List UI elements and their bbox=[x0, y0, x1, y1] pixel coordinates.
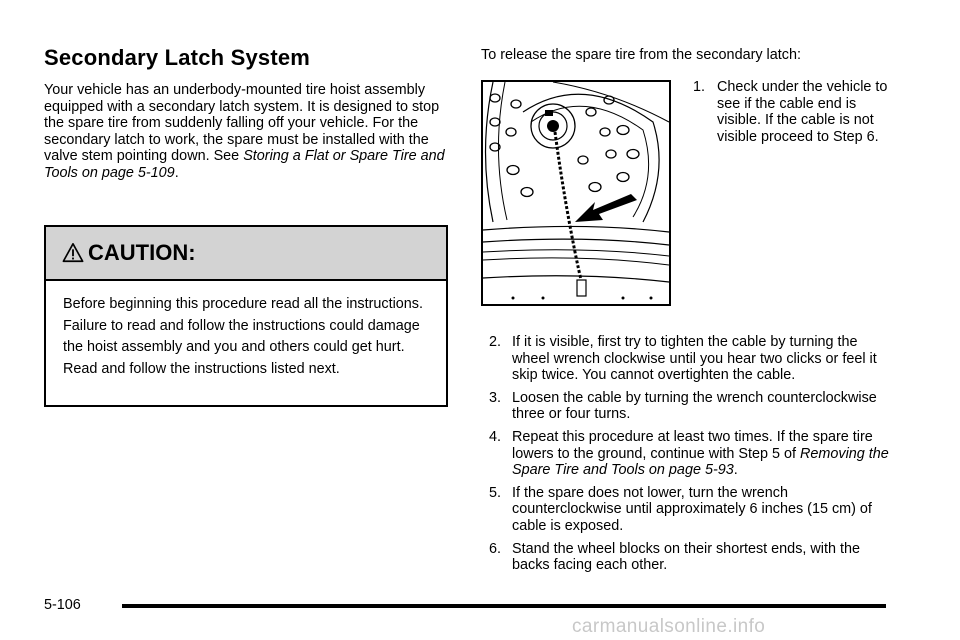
step-text: If it is visible, first try to tighten the cable by turning the wheel wrench clockwise until you hear two clicks or feel it skip twice. You cannot overtighten the cable. bbox=[512, 334, 877, 384]
step-5 bbox=[489, 485, 899, 535]
watermark: carmanualsonline.info bbox=[572, 616, 766, 637]
intro-text: Your vehicle has an underbody-mounted tire hoist assembly equipped with a secondary latch system. It is designed to stop the spare tire from suddenly falling off your vehicle. For the secondary latch to work, the spare must be installed with the valve stem pointing down. See bbox=[44, 82, 440, 165]
tire-cable-drawing bbox=[483, 82, 669, 304]
step-2 bbox=[489, 334, 899, 384]
caution-body: Before beginning this procedure read all the instructions. Failure to read and follow the instructions could damage the hoist assembly and you and others could get hurt. Read and follow the instructions listed next. bbox=[63, 296, 423, 377]
step-text: Stand the wheel blocks on their shortest ends, with the backs facing each other. bbox=[512, 540, 860, 574]
section-title: Secondary Latch System bbox=[44, 45, 311, 70]
step-text: Check under the vehicle to see if the cable end is visible. If the cable is not visible proceed to Step 6. bbox=[717, 79, 888, 145]
steps-list bbox=[489, 334, 899, 580]
step-cross-reference: Removing the Spare Tire and Tools on page 5-93 bbox=[512, 445, 889, 479]
step-number: 4. bbox=[489, 428, 502, 445]
footer-rule bbox=[122, 604, 886, 608]
caution-box bbox=[44, 225, 448, 407]
step-3 bbox=[489, 390, 899, 423]
left-column bbox=[44, 44, 448, 182]
page-number: 5-106 bbox=[44, 597, 81, 613]
spare-tire-illustration bbox=[481, 80, 671, 306]
caution-header bbox=[46, 227, 446, 281]
step-text: Repeat this procedure at least two times. If the spare tire lowers to the ground, continue with Step 5 of bbox=[512, 428, 873, 462]
intro-cross-reference: Storing a Flat or Spare Tire and Tools on page 5-109 bbox=[44, 148, 445, 181]
release-intro: To release the spare tire from the secondary latch: bbox=[481, 47, 801, 63]
step-text: Loosen the cable by turning the wrench counterclockwise three or four turns. bbox=[512, 389, 877, 423]
step-number: 5. bbox=[489, 484, 502, 501]
intro-end: . bbox=[174, 164, 179, 181]
step-text: If the spare does not lower, turn the wrench counterclockwise until approximately 6 inches (15 cm) of cable is exposed. bbox=[512, 484, 872, 534]
step-number: 2. bbox=[489, 334, 502, 350]
step-1 bbox=[693, 79, 893, 145]
caution-title: CAUTION: bbox=[88, 240, 196, 265]
step-number: 3. bbox=[489, 389, 502, 406]
warning-triangle-icon bbox=[62, 242, 84, 264]
step-4 bbox=[489, 429, 899, 479]
step-end: . bbox=[733, 462, 738, 479]
step-number: 1. bbox=[693, 79, 706, 95]
step-6 bbox=[489, 541, 899, 574]
intro-paragraph bbox=[44, 82, 448, 182]
step-number: 6. bbox=[489, 540, 502, 557]
